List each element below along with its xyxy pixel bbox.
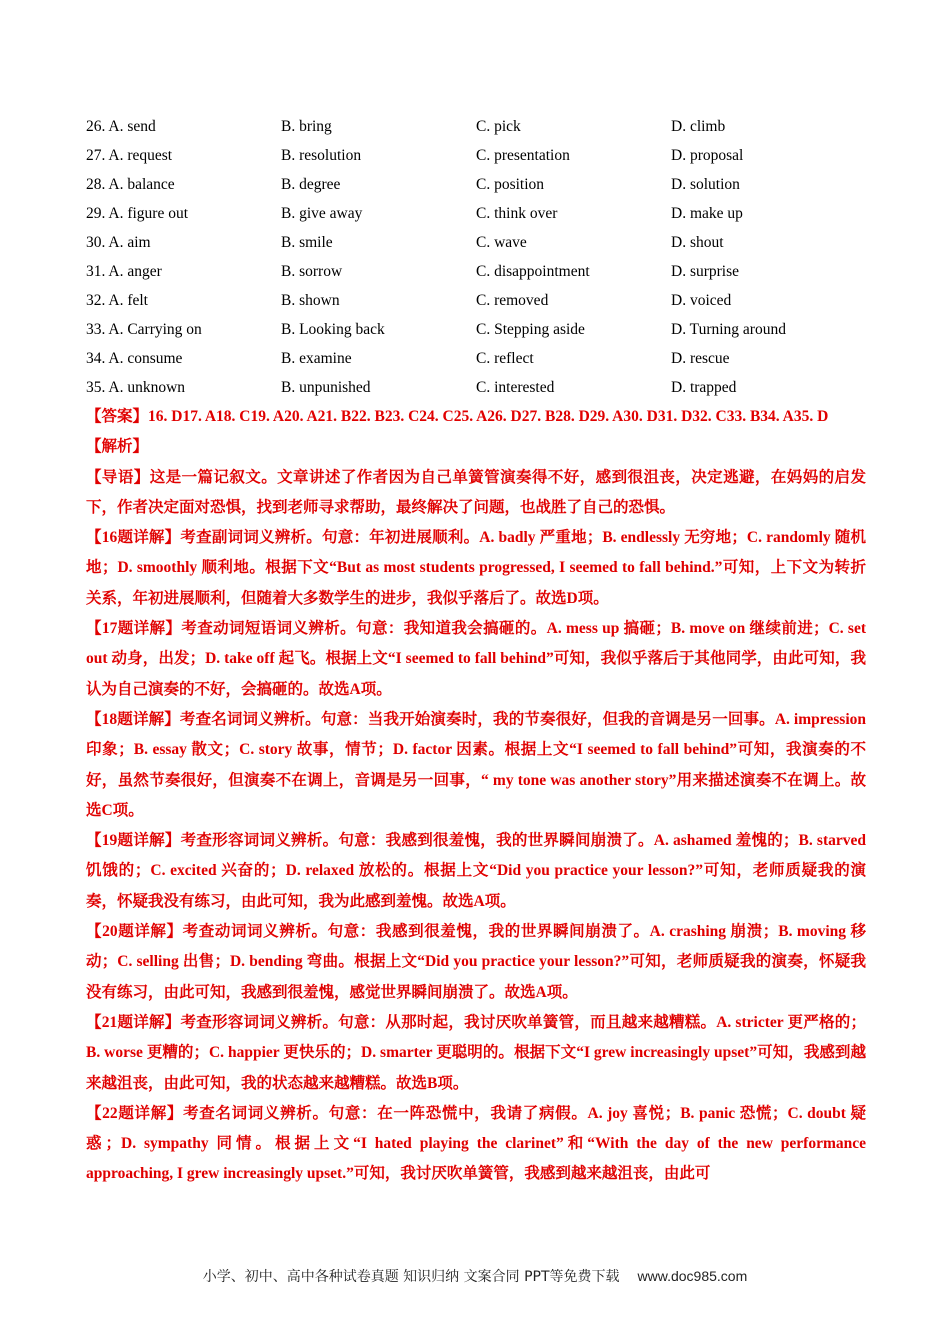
option-a: 35. A. unknown (86, 379, 186, 396)
option-b: B. smile (281, 234, 333, 251)
answer-line: 【答案】16. D17. A18. C19. A20. A21. B22. B23. C24. C25. A26. D27. B28. D29. A30. D31. D32. C33. B34. A35. D (86, 408, 829, 425)
document-body (86, 112, 866, 1190)
option-d: D. climb (671, 118, 726, 135)
detail-21: 【21题详解】考查形容词词义辨析。句意：从那时起，我讨厌吹单簧管，而且越来越糟糕。A. stricter 更严格的；B. worse 更糟的；C. happier 更快乐的；D. smarter 更聪明的。根据下文“I grew increasingly upset”可知，我感到越来越沮丧，由此可知，我的状态越来越糟糕。故选B项。 (86, 1013, 866, 1092)
option-row (86, 315, 866, 344)
option-b: B. unpunished (281, 379, 371, 396)
detail-20: 【20题详解】考查动词词义辨析。句意：我感到很羞愧，我的世界瞬间崩溃了。A. crashing 崩溃；B. moving 移动；C. selling 出售；D. bending 弯曲。根据上文“Did you practice your lesson?”可知，老师质疑我的演奏，怀疑我没有练习，由此可知，我感到很羞愧，感觉世界瞬间崩溃了。故选A项。 (86, 923, 866, 1001)
option-c: C. reflect (476, 350, 534, 367)
option-a: 26. A. send (86, 118, 156, 135)
detail-22: 【22题详解】考查名词词义辨析。句意：在一阵恐慌中，我请了病假。A. joy 喜悦；B. panic 恐慌；C. doubt 疑惑；D. sympathy 同情。根据上文“I hated playing the clarinet”和“With the day of the new performance approaching, I grew increasingly upset.”可知，我讨厌吹单簧管，我感到越来越沮丧，由此可 (86, 1104, 866, 1183)
guide-paragraph: 【导语】这是一篇记叙文。文章讲述了作者因为自己单簧管演奏得不好，感到很沮丧，决定逃避，在妈妈的启发下，作者决定面对恐惧，找到老师寻求帮助，最终解决了问题，也战胜了自己的恐惧。 (86, 468, 866, 516)
analysis-heading: 【解析】 (86, 438, 149, 456)
page-footer (0, 1266, 950, 1286)
option-row (86, 344, 866, 373)
option-d: D. proposal (671, 147, 744, 164)
option-c: C. pick (476, 118, 521, 135)
detail-18: 【18题详解】考查名词词义辨析。句意：当我开始演奏时，我的节奏很好，但我的音调是另一回事。A. impression 印象；B. essay 散文；C. story 故事，情节；D. factor 因素。根据上文“I seemed to fall behind”可知，我演奏的不好，虽然节奏很好，但演奏不在调上，音调是另一回事，“ my tone was another story”用来描述演奏不在调上。故选C项。 (86, 710, 866, 819)
option-a: 33. A. Carrying on (86, 321, 202, 338)
option-b: B. shown (281, 292, 340, 309)
option-d: D. shout (671, 234, 724, 251)
option-row (86, 373, 866, 402)
option-row (86, 286, 866, 315)
option-row (86, 257, 866, 286)
detail-17: 【17题详解】考查动词短语词义辨析。句意：我知道我会搞砸的。A. mess up 搞砸；B. move on 继续前进；C. set out 动身，出发；D. take off 起飞。根据上文“I seemed to fall behind”可知，我似乎落后于其他同学，由此可知，我认为自己演奏的不好，会搞砸的。故选A项。 (86, 620, 866, 698)
option-c: C. interested (476, 379, 555, 396)
option-d: D. make up (671, 205, 743, 222)
option-row (86, 141, 866, 170)
option-b: B. give away (281, 205, 363, 222)
option-row (86, 199, 866, 228)
footer-text: 小学、初中、高中各种试卷真题 知识归纳 文案合同 PPT等免费下载 (202, 1269, 620, 1285)
option-d: D. Turning around (671, 321, 786, 338)
option-b: B. sorrow (281, 263, 343, 280)
option-d: D. voiced (671, 292, 732, 309)
option-b: B. examine (281, 350, 352, 367)
option-c: C. disappointment (476, 263, 590, 280)
option-a: 28. A. balance (86, 176, 175, 193)
option-c: C. removed (476, 292, 549, 309)
option-b: B. degree (281, 176, 341, 193)
option-a: 34. A. consume (86, 350, 183, 367)
option-a: 30. A. aim (86, 234, 151, 251)
option-a: 29. A. figure out (86, 205, 189, 222)
option-d: D. trapped (671, 379, 737, 396)
option-b: B. resolution (281, 147, 362, 164)
option-a: 27. A. request (86, 147, 173, 164)
option-a: 32. A. felt (86, 292, 148, 309)
option-d: D. rescue (671, 350, 730, 367)
option-c: C. think over (476, 205, 558, 222)
option-c: C. presentation (476, 147, 570, 164)
options-table (86, 112, 866, 402)
detail-16: 【16题详解】考查副词词义辨析。句意：年初进展顺利。A. badly 严重地；B. endlessly 无穷地；C. randomly 随机地；D. smoothly 顺利地。根据下文“But as most students progressed, I seemed to fall behind.”可知，上下文为转折关系，年初进展顺利，但随着大多数学生的进步，我似乎落后了。故选D项。 (86, 529, 866, 607)
option-d: D. surprise (671, 263, 740, 280)
footer-site-link[interactable]: www.doc985.com (637, 1268, 748, 1284)
option-d: D. solution (671, 176, 740, 193)
option-a: 31. A. anger (86, 263, 162, 280)
option-row (86, 112, 866, 141)
option-c: C. wave (476, 234, 527, 251)
option-b: B. Looking back (281, 321, 385, 338)
detail-19: 【19题详解】考查形容词词义辨析。句意：我感到很羞愧，我的世界瞬间崩溃了。A. ashamed 羞愧的；B. starved 饥饿的；C. excited 兴奋的；D. relaxed 放松的。根据上文“Did you practice your lesson?”可知，老师质疑我的演奏，怀疑我没有练习，由此可知，我为此感到羞愧。故选A项。 (86, 832, 866, 910)
option-c: C. position (476, 176, 545, 193)
option-b: B. bring (281, 118, 332, 135)
option-c: C. Stepping aside (476, 321, 585, 338)
option-row (86, 170, 866, 199)
option-row (86, 228, 866, 257)
